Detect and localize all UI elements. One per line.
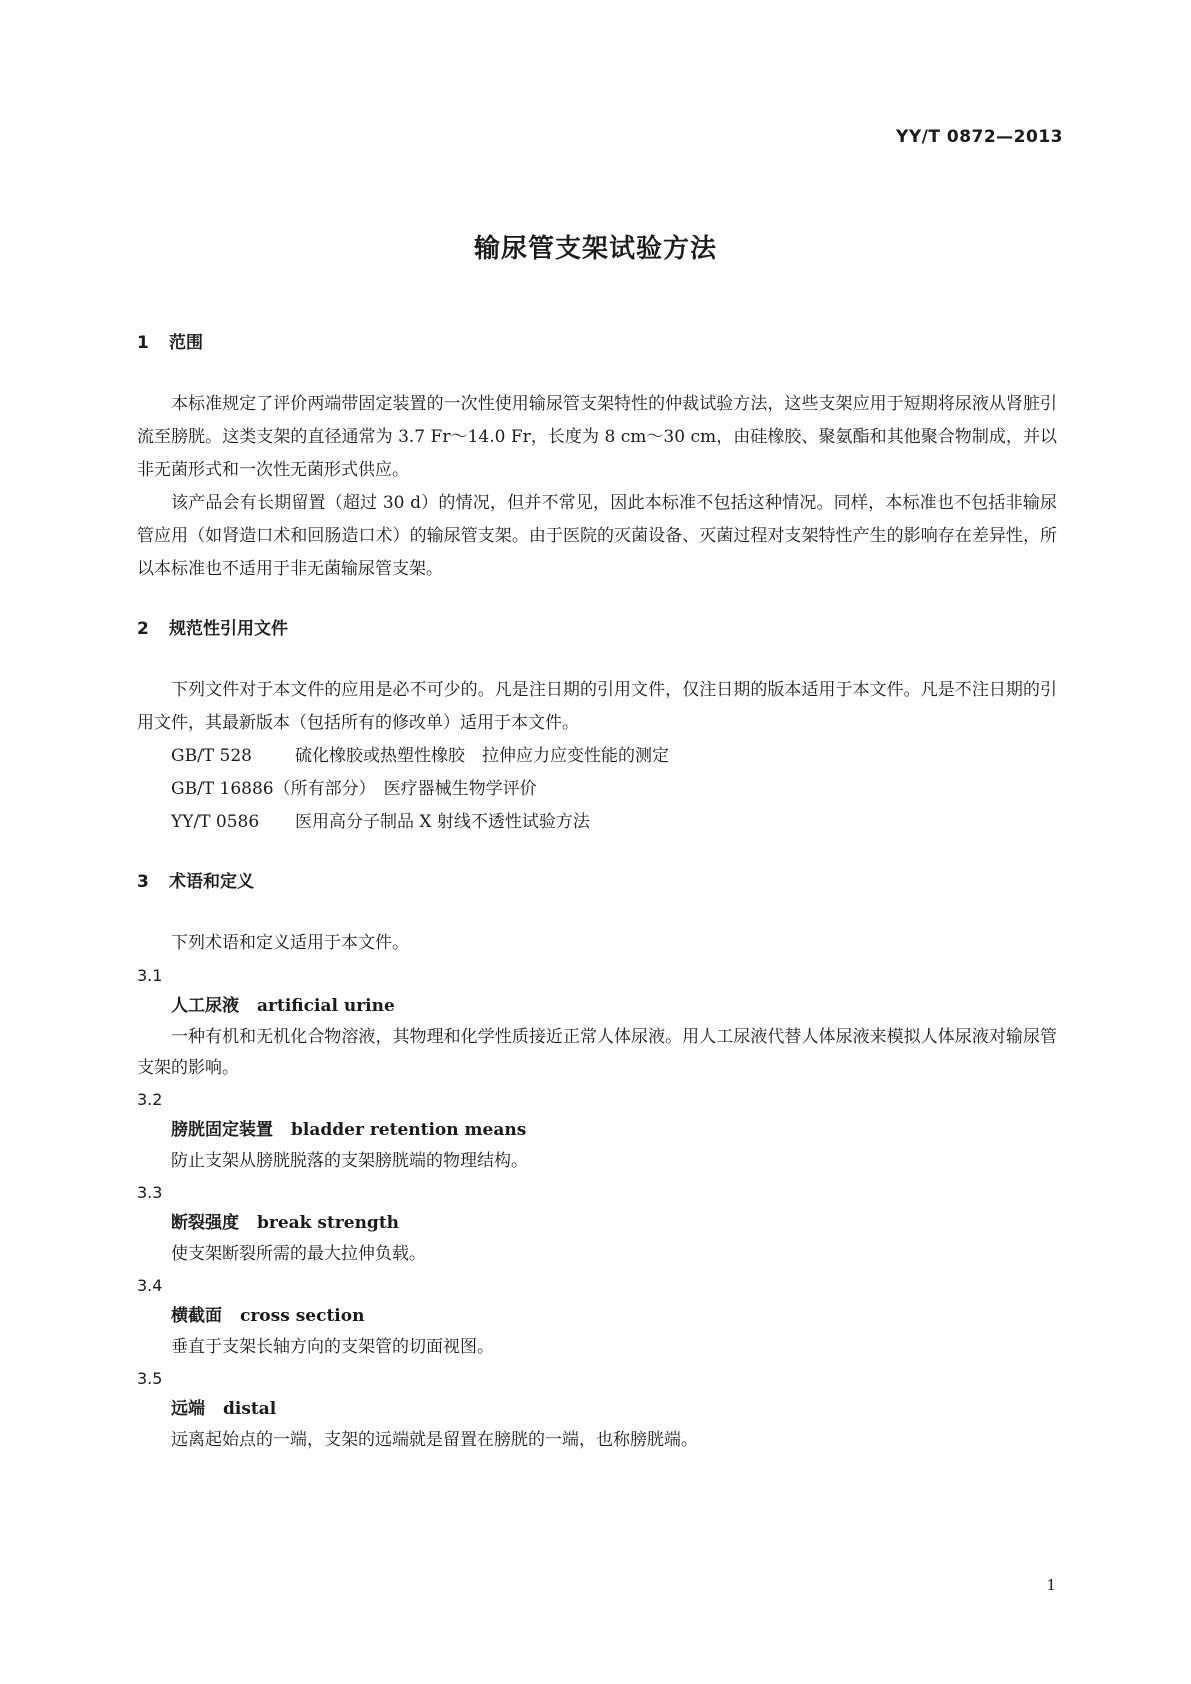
term-english: artificial urine bbox=[257, 996, 395, 1016]
document-body bbox=[137, 330, 1057, 1456]
term-number: 3.2 bbox=[137, 1090, 163, 1109]
section-number: 2 bbox=[137, 619, 149, 639]
section-2-heading bbox=[137, 616, 1057, 642]
term-english: bladder retention means bbox=[291, 1120, 527, 1140]
standard-code: YY/T 0872—2013 bbox=[896, 127, 1063, 147]
section-1-paragraph-1: 本标准规定了评价两端带固定装置的一次性使用输尿管支架特性的仲裁试验方法，这些支架应用于短期将尿液从肾脏引流至膀胱。这类支架的直径通常为 3.7 Fr～14.0 Fr，长度为 8 cm～30 cm，由硅橡胶、聚氨酯和其他聚合物制成，并以非无菌形式和一次性无菌形式供应。 bbox=[137, 394, 1057, 480]
term-definition: 使支架断裂所需的最大拉伸负载。 bbox=[171, 1244, 426, 1264]
section-number: 3 bbox=[137, 872, 149, 892]
section-title: 规范性引用文件 bbox=[169, 619, 288, 639]
term-entry bbox=[137, 1084, 1057, 1177]
term-title bbox=[137, 1208, 1057, 1239]
section-3-heading bbox=[137, 869, 1057, 895]
term-definition: 一种有机和无机化合物溶液，其物理和化学性质接近正常人体尿液。用人工尿液代替人体尿液来模拟人体尿液对输尿管支架的影响。 bbox=[137, 1027, 1057, 1078]
term-english: cross section bbox=[240, 1306, 365, 1326]
term-title bbox=[137, 1394, 1057, 1425]
term-chinese: 断裂强度 bbox=[171, 1213, 239, 1233]
section-number: 1 bbox=[137, 333, 149, 353]
term-title bbox=[137, 1301, 1057, 1332]
reference-title: 医疗器械生物学评价 bbox=[383, 779, 537, 799]
term-definition: 远离起始点的一端，支架的远端就是留置在膀胱的一端，也称膀胱端。 bbox=[171, 1430, 698, 1450]
section-3-intro: 下列术语和定义适用于本文件。 bbox=[171, 933, 409, 953]
term-english: distal bbox=[223, 1399, 277, 1419]
term-number: 3.4 bbox=[137, 1276, 163, 1295]
term-number: 3.3 bbox=[137, 1183, 163, 1202]
reference-item bbox=[137, 740, 1057, 773]
term-chinese: 人工尿液 bbox=[171, 996, 239, 1016]
term-entry bbox=[137, 1177, 1057, 1270]
reference-code: GB/T 16886（所有部分） bbox=[171, 779, 376, 799]
reference-title: 医用高分子制品 X 射线不透性试验方法 bbox=[295, 812, 590, 832]
term-number: 3.1 bbox=[137, 966, 163, 985]
document-title: 输尿管支架试验方法 bbox=[473, 234, 717, 264]
section-1-heading bbox=[137, 330, 1057, 356]
term-chinese: 膀胱固定装置 bbox=[171, 1120, 273, 1140]
reference-code: YY/T 0586 bbox=[171, 812, 260, 832]
term-entry bbox=[137, 1270, 1057, 1363]
term-title bbox=[137, 1115, 1057, 1146]
term-definition: 垂直于支架长轴方向的支架管的切面视图。 bbox=[171, 1337, 494, 1357]
term-english: break strength bbox=[257, 1213, 400, 1233]
term-entry bbox=[137, 1363, 1057, 1456]
reference-item bbox=[137, 773, 1057, 806]
section-2-intro: 下列文件对于本文件的应用是必不可少的。凡是注日期的引用文件，仅注日期的版本适用于本文件。凡是不注日期的引用文件，其最新版本（包括所有的修改单）适用于本文件。 bbox=[137, 680, 1057, 733]
term-chinese: 横截面 bbox=[171, 1306, 222, 1326]
term-chinese: 远端 bbox=[171, 1399, 205, 1419]
term-title bbox=[137, 991, 1057, 1022]
page-number: 1 bbox=[1046, 1576, 1056, 1594]
section-title: 术语和定义 bbox=[169, 872, 254, 892]
term-number: 3.5 bbox=[137, 1369, 163, 1388]
reference-code: GB/T 528 bbox=[171, 746, 252, 766]
term-definition: 防止支架从膀胱脱落的支架膀胱端的物理结构。 bbox=[171, 1151, 528, 1171]
reference-item bbox=[137, 806, 1057, 839]
term-entry bbox=[137, 960, 1057, 1084]
section-1-paragraph-2: 该产品会有长期留置（超过 30 d）的情况，但并不常见，因此本标准不包括这种情况。同样，本标准也不包括非输尿管应用（如肾造口术和回肠造口术）的输尿管支架。由于医院的灭菌设备、灭菌过程对支架特性产生的影响存在差异性，所以本标准也不适用于非无菌输尿管支架。 bbox=[137, 493, 1057, 579]
reference-title: 硫化橡胶或热塑性橡胶 拉伸应力应变性能的测定 bbox=[295, 746, 669, 766]
section-title: 范围 bbox=[169, 333, 203, 353]
